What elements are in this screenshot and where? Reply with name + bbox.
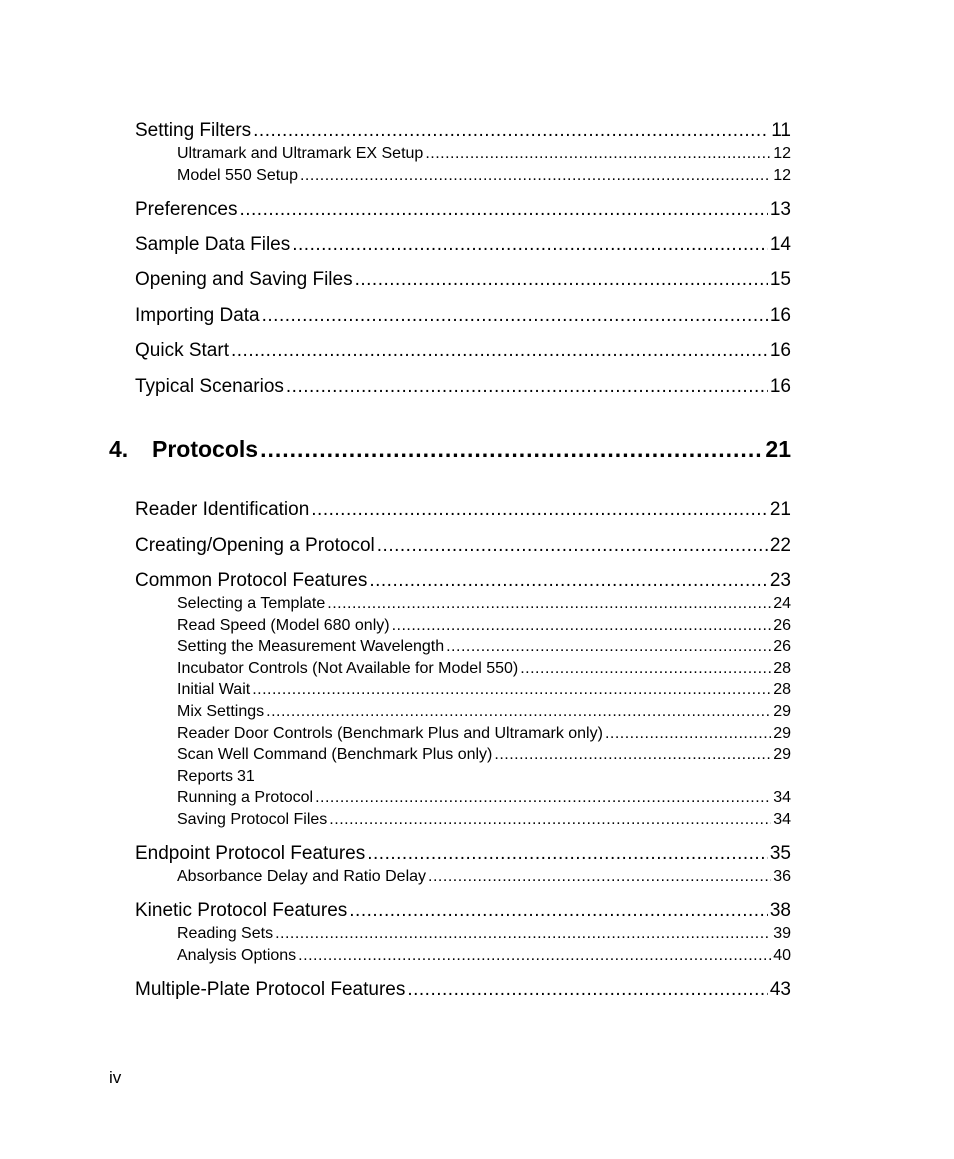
toc-leader <box>260 436 763 463</box>
toc-subentry-label: Analysis Options <box>177 947 297 964</box>
chapter-title: Protocols <box>152 436 259 462</box>
toc-subentry-label: Reports <box>177 768 234 785</box>
toc-subentry-page: 34 <box>773 811 791 828</box>
footer-page-number: iv <box>109 1068 122 1087</box>
toc-entry[interactable] <box>135 376 791 398</box>
toc-subentry-label: Saving Protocol Files <box>177 811 328 828</box>
toc-subentry[interactable] <box>177 703 791 721</box>
toc-leader <box>377 535 768 557</box>
toc-leader <box>428 868 771 886</box>
toc-entry[interactable] <box>135 340 791 362</box>
toc-subentry-label: Reader Door Controls (Benchmark Plus and Ultramark only) <box>177 725 603 742</box>
toc-entry-label: Kinetic Protocol Features <box>135 900 348 921</box>
toc-entry-label: Preferences <box>135 199 238 220</box>
toc-leader <box>315 789 771 807</box>
toc-entry-page: 43 <box>769 979 791 1000</box>
toc-subentry-page: 26 <box>773 638 791 655</box>
toc-leader <box>266 703 771 721</box>
toc-entry-page: 35 <box>769 843 791 864</box>
toc-leader <box>355 269 768 291</box>
toc-subentry-page: 12 <box>773 145 791 162</box>
toc-entry-label: Multiple-Plate Protocol Features <box>135 979 406 1000</box>
toc-subentry-page: 39 <box>773 925 791 942</box>
toc-subentry[interactable] <box>177 768 255 786</box>
toc-leader <box>253 120 769 142</box>
toc-subentry-page: 29 <box>773 746 791 763</box>
toc-entry-page: 13 <box>769 199 791 220</box>
toc-entry[interactable] <box>135 900 791 922</box>
toc-subentry[interactable] <box>177 145 791 163</box>
toc-entry-page: 22 <box>769 535 791 556</box>
toc-subentry-label: Absorbance Delay and Ratio Delay <box>177 868 427 885</box>
toc-subentry-label: Mix Settings <box>177 703 265 720</box>
toc-entry-label: Opening and Saving Files <box>135 269 353 290</box>
toc-entry-page: 23 <box>769 570 791 591</box>
toc-chapter-heading[interactable] <box>109 436 791 463</box>
toc-subentry-label: Scan Well Command (Benchmark Plus only) <box>177 746 493 763</box>
toc-subentry[interactable] <box>177 925 791 943</box>
toc-entry[interactable] <box>135 199 791 221</box>
toc-leader <box>286 376 768 398</box>
toc-leader <box>407 979 768 1001</box>
toc-subentry[interactable] <box>177 789 791 807</box>
toc-subentry-page: 28 <box>773 681 791 698</box>
toc-subentry-page: 31 <box>237 768 255 785</box>
toc-entry-label: Typical Scenarios <box>135 376 284 397</box>
toc-leader <box>392 617 772 635</box>
toc-entry-page: 16 <box>769 305 791 326</box>
toc-entry-label: Sample Data Files <box>135 234 291 255</box>
toc-subentry-label: Initial Wait <box>177 681 251 698</box>
toc-leader <box>520 660 771 678</box>
toc-subentry[interactable] <box>177 746 791 764</box>
toc-subentry-label: Running a Protocol <box>177 789 314 806</box>
chapter-number: 4. <box>109 436 129 462</box>
toc-entry-label: Reader Identification <box>135 499 310 520</box>
toc-subentry-page: 24 <box>773 595 791 612</box>
toc-subentry-page: 29 <box>773 703 791 720</box>
toc-leader <box>446 638 771 656</box>
toc-leader <box>329 811 771 829</box>
toc-subentry[interactable] <box>177 868 791 886</box>
toc-subentry-page: 40 <box>773 947 791 964</box>
toc-entry-page: 16 <box>769 376 791 397</box>
toc-subentry[interactable] <box>177 595 791 613</box>
toc-subentry-label: Selecting a Template <box>177 595 326 612</box>
toc-entry[interactable] <box>135 305 791 327</box>
toc-leader <box>605 725 771 743</box>
toc-entry-label: Creating/Opening a Protocol <box>135 535 375 556</box>
toc-subentry[interactable] <box>177 725 791 743</box>
toc-entry-page: 14 <box>769 234 791 255</box>
toc-leader <box>239 199 767 221</box>
toc-entry-label: Common Protocol Features <box>135 570 368 591</box>
toc-leader <box>327 595 771 613</box>
toc-entry-label: Setting Filters <box>135 120 252 141</box>
chapter-page: 21 <box>765 436 791 462</box>
toc-leader <box>262 305 768 327</box>
toc-leader <box>494 746 771 764</box>
toc-entry[interactable] <box>135 120 791 142</box>
toc-entry[interactable] <box>135 269 791 291</box>
toc-subentry[interactable] <box>177 947 791 965</box>
toc-subentry-label: Model 550 Setup <box>177 167 298 184</box>
toc-subentry-page: 26 <box>773 617 791 634</box>
toc-entry-page: 15 <box>769 269 791 290</box>
toc-leader <box>300 167 771 185</box>
toc-subentry-page: 28 <box>773 660 791 677</box>
toc-entry[interactable] <box>135 535 791 557</box>
toc-leader <box>425 145 771 163</box>
toc-entry-page: 38 <box>769 900 791 921</box>
toc-entry[interactable] <box>135 979 791 1001</box>
toc-subentry-page: 29 <box>773 725 791 742</box>
toc-subentry-page: 36 <box>773 868 791 885</box>
toc-subentry[interactable] <box>177 617 791 635</box>
toc-entry[interactable] <box>135 234 791 256</box>
toc-subentry-page: 34 <box>773 789 791 806</box>
toc-entry[interactable] <box>135 499 791 521</box>
toc-leader <box>367 843 768 865</box>
toc-subentry[interactable] <box>177 167 791 185</box>
toc-entry-label: Importing Data <box>135 305 260 326</box>
toc-entry-page: 16 <box>769 340 791 361</box>
toc-subentry-label: Read Speed (Model 680 only) <box>177 617 390 634</box>
toc-leader <box>292 234 768 256</box>
toc-subentry-label: Reading Sets <box>177 925 274 942</box>
toc-entry-label: Quick Start <box>135 340 229 361</box>
toc-entry-label: Endpoint Protocol Features <box>135 843 366 864</box>
toc-entry[interactable] <box>135 570 791 592</box>
toc-subentry[interactable] <box>177 638 791 656</box>
toc-leader <box>369 570 768 592</box>
toc-subentry-label: Ultramark and Ultramark EX Setup <box>177 145 424 162</box>
toc-leader <box>349 900 768 922</box>
toc-leader <box>311 499 768 521</box>
toc-subentry[interactable] <box>177 660 791 678</box>
toc-entry-page: 21 <box>769 499 791 520</box>
toc-leader <box>298 947 771 965</box>
chapter-label <box>109 436 258 463</box>
toc-subentry-page: 12 <box>773 167 791 184</box>
toc-subentry[interactable] <box>177 681 791 699</box>
toc-entry-page: 11 <box>771 120 791 141</box>
toc-leader <box>252 681 771 699</box>
toc-leader <box>275 925 771 943</box>
toc-entry[interactable] <box>135 843 791 865</box>
toc-subentry-label: Incubator Controls (Not Available for Model 550) <box>177 660 519 677</box>
toc-leader <box>231 340 768 362</box>
toc-subentry[interactable] <box>177 811 791 829</box>
toc-subentry-label: Setting the Measurement Wavelength <box>177 638 445 655</box>
